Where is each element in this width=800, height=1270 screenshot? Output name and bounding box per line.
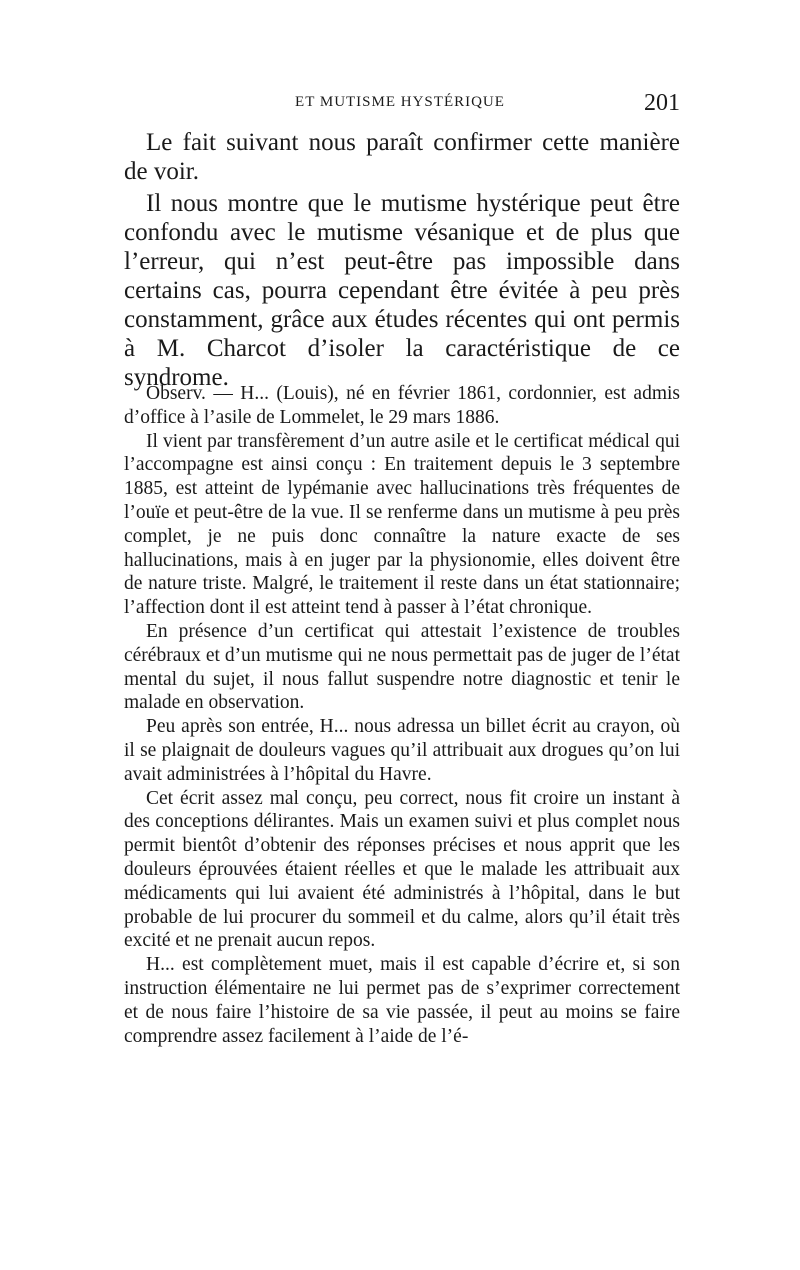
- observation-paragraph: Cet écrit assez mal conçu, peu correct, nous fit croire un instant à des conceptions délirantes. Mais un examen suivi et plus complet nous permit bientôt d’obtenir des réponses précises et nous apprit que les douleurs éprouvées étaient réelles et que le malade les attribuait aux médicaments qui lui avaient été administrés à l’hôpital, dans le but probable de lui procurer du sommeil et du calme, alors qu’il était très excité et ne prenait aucun repos.: [124, 787, 680, 952]
- page-number: 201: [644, 90, 680, 116]
- running-head: [120, 90, 680, 120]
- running-title: ET MUTISME HYSTÉRIQUE: [295, 94, 505, 110]
- observation-paragraph: En présence d’un certificat qui attestait l’existence de troubles cérébraux et d’un mutisme qui ne nous permettait pas de juger de l’état mental du sujet, il nous fallut suspendre notre diagnostic et tenir le malade en observation.: [124, 620, 680, 714]
- paragraph: Le fait suivant nous paraît confirmer cette manière de voir.: [124, 129, 680, 185]
- observation-paragraph: H... est complètement muet, mais il est capable d’écrire et, si son instruction élémentaire ne lui permet pas de s’exprimer correctement et de nous faire l’histoire de sa vie passée, il peut au moins se faire comprendre assez facilement à l’aide de l’é-: [124, 954, 680, 1047]
- main-text: [124, 128, 680, 392]
- observation-paragraph: Observ. — H... (Louis), né en février 1861, cordonnier, est admis d’office à l’asile de Lommelet, le 29 mars 1886.: [124, 383, 680, 428]
- observation-paragraph: Peu après son entrée, H... nous adressa un billet écrit au crayon, où il se plaignait de douleurs vagues qu’il attribuait aux drogues qu’on lui avait administrées à l’hôpital du Havre.: [124, 716, 680, 785]
- paragraph: Il nous montre que le mutisme hystérique peut être confondu avec le mutisme vésanique et de plus que l’erreur, qui n’est peut-être pas impossible dans certains cas, pourra cependant être évitée à peu près constamment, grâce aux études récentes qui ont permis à M. Charcot d’isoler la caractéristique de ce syndrome.: [124, 190, 680, 391]
- observation-paragraph: Il vient par transfèrement d’un autre asile et le certificat médical qui l’accompagne est ainsi conçu : En traitement depuis le 3 septembre 1885, est atteint de lypémanie avec hallucinations très fréquentes de l’ouïe et peut-être de la vue. Il se renferme dans un mutisme à peu près complet, je ne puis donc connaître la nature exacte de ses hallucinations, mais à en juger par la physionomie, elles doivent être de nature triste. Malgré, le traitement il reste dans un état stationnaire; l’affection dont il est atteint tend à passer à l’état chronique.: [124, 430, 680, 619]
- observation-text: [124, 382, 680, 1048]
